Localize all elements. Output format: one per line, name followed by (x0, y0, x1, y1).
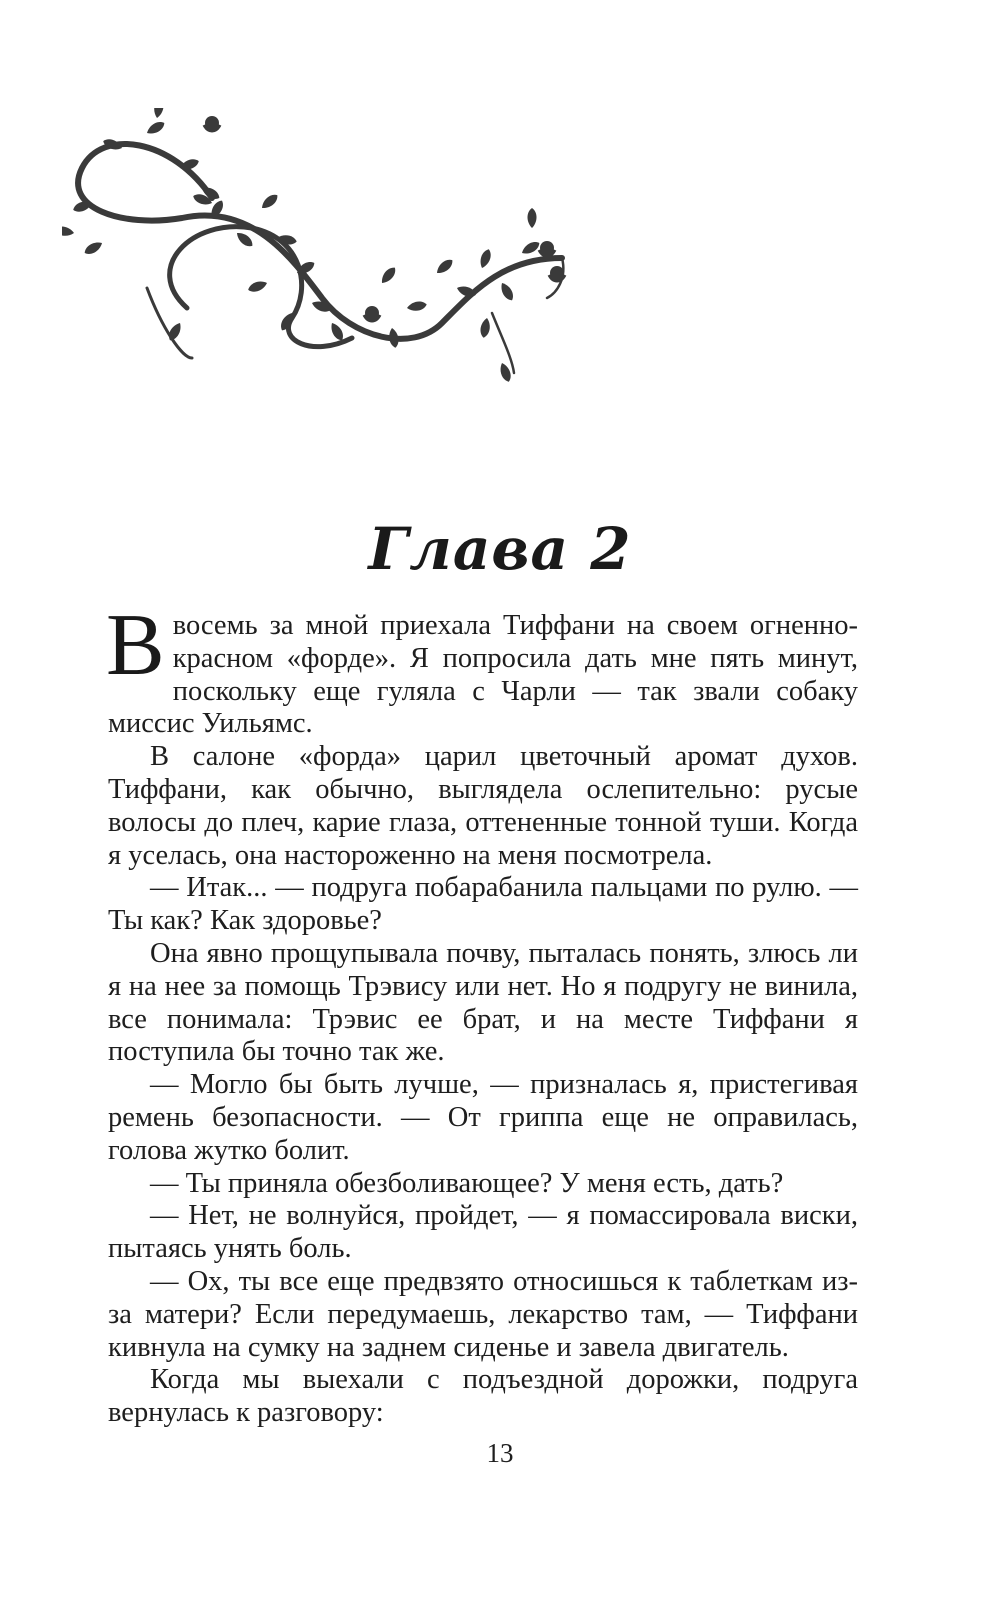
paragraph-text: восемь за мной приехала Тиффани на своем огненно-красном «форде». Я попросила дать мне пять минут, поскольку еще гуляла с Чарли — так звали собаку миссис Уильямс. (108, 610, 858, 740)
chapter-body (106, 597, 858, 1430)
paragraph: — Ох, ты все еще предвзято относишься к таблеткам из-за матери? Если передумаешь, лекарство там, — Тиффани кивнула на сумку на заднем сиденье и завела двигатель. (108, 1265, 858, 1363)
paragraph: Когда мы выехали с подъездной дорожки, подруга вернулась к разговору: (108, 1364, 858, 1429)
paragraph: — Итак... — подруга побарабанила пальцами по рулю. — Ты как? Как здоровье? (108, 872, 858, 937)
paragraph: — Могло бы быть лучше, — призналась я, пристегивая ремень безопасности. — От гриппа еще не оправилась, голова жутко болит. (108, 1069, 858, 1166)
paragraph: — Ты приняла обезболивающее? У меня есть, дать? (150, 1167, 784, 1199)
paragraph: — Нет, не волнуйся, пройдет, — я помассировала виски, пытаясь унять боль. (108, 1200, 858, 1265)
page-number: 13 (486, 1438, 514, 1468)
paragraph: В салоне «форда» царил цветочный аромат духов. Тиффани, как обычно, выглядела ослепительно: русые волосы до плеч, карие глаза, оттененные тонной туши. Когда я уселась, она настороженно на меня посмотрела. (108, 741, 858, 871)
rose-vine-ornament-icon (62, 108, 602, 408)
drop-cap: В (106, 597, 165, 694)
paragraph (106, 597, 858, 741)
paragraph: Она явно прощупывала почву, пыталась понять, злюсь ли я на нее за помощь Трэвису или нет. Но я подругу не винила, все понимала: Трэвис ее брат, и на месте Тиффани я поступила бы точно так же. (108, 937, 858, 1068)
chapter-title: Глава 2 (368, 515, 632, 583)
